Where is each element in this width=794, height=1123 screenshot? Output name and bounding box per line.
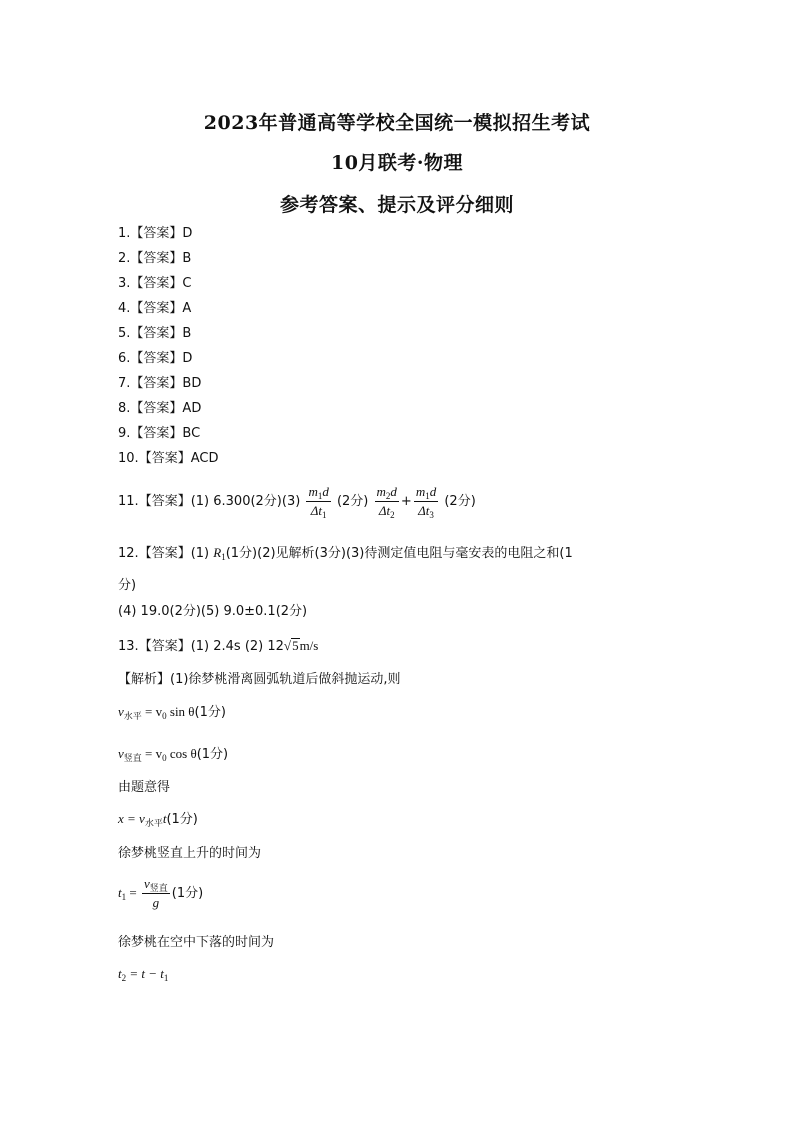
question-number: 13. (118, 639, 139, 654)
answer-10 (118, 451, 218, 467)
resistor-symbol: R (213, 545, 222, 560)
question-number: 1. (118, 226, 131, 241)
answer-value: ACD (190, 451, 219, 466)
answer-tag: 【答案】 (130, 226, 183, 241)
answer-2 (118, 251, 191, 267)
answer-tag: 【答案】 (130, 251, 183, 266)
fraction-2: $\frac{m_2d}{\Delta t_2}$ (376, 484, 397, 520)
answer-value: A (182, 301, 192, 316)
answer-tag: 【答案】 (138, 639, 191, 654)
answer-12-line-3: (4) 19.0(2分)(5) 9.0±0.1(2分) (118, 604, 308, 619)
answer-4 (118, 301, 191, 317)
answer-tag: 【答案】 (138, 494, 191, 509)
answer-value: B (182, 251, 192, 266)
answer-8 (118, 401, 201, 417)
answer-9 (118, 426, 200, 442)
answer-tag: 【答案】 (130, 401, 183, 416)
answer-11 (118, 484, 476, 519)
equation-2: $v_{竖直} = v_0$ cos θ(1分) (118, 746, 229, 764)
main-title: 2023年普通高等学校全国统一模拟招生考试 (203, 112, 591, 134)
answer-12-line-2: 分) (118, 578, 137, 593)
question-number: 8. (118, 401, 131, 416)
plus-sign: + (400, 494, 412, 509)
answer-value: BC (182, 426, 201, 441)
answer-5 (118, 326, 191, 342)
text-line: 徐梦桃竖直上升的时间为 (118, 846, 262, 861)
equation-5: $t_2 = t - t_1$ (118, 966, 169, 983)
answer-tag: 【答案】 (130, 276, 183, 291)
answer-value: AD (182, 401, 202, 416)
answer-13: 13.【答案】(1) 2.4s (2) 12√5m/s (118, 638, 319, 654)
answer-value: C (182, 276, 192, 291)
answer-text: (1) 6.300(2分)(3) (190, 494, 301, 509)
answer-tag: 【答案】 (138, 451, 191, 466)
answer-tag: 【答案】 (130, 326, 183, 341)
score: (2分) (444, 494, 476, 509)
question-number: 9. (118, 426, 131, 441)
answer-tag: 【答案】 (130, 426, 183, 441)
equation-4: $t_1$ = $\frac{v_{竖直}}{g}$ (1分) (118, 876, 204, 910)
answer-12-line-1: 12.【答案】(1) $R_1(1$分)(2)见解析(3分)(3)待测定值电阻与毫安表的电阻之和(1 (118, 545, 573, 562)
question-number: 5. (118, 326, 131, 341)
question-number: 4. (118, 301, 131, 316)
question-number: 12. (118, 546, 139, 561)
answer-value: D (182, 226, 193, 241)
answer-7 (118, 376, 201, 392)
question-number: 3. (118, 276, 131, 291)
answer-value: B (182, 326, 192, 341)
question-number: 11. (118, 494, 139, 509)
question-number: 7. (118, 376, 131, 391)
answer-tag: 【答案】 (130, 301, 183, 316)
answer-3 (118, 276, 192, 292)
equation-1: $v_{水平} = v_0$ sin θ(1分) (118, 704, 226, 722)
score: (2分) (336, 494, 369, 509)
equation-3: $x = v_{水平}t(1$分) (118, 811, 198, 829)
answer-value: D (182, 351, 193, 366)
text-line: 由题意得 (118, 780, 171, 795)
answer-value: BD (182, 376, 202, 391)
sqrt-symbol: √ (283, 638, 292, 653)
text-line: 徐梦桃在空中下落的时间为 (118, 935, 275, 950)
answer-tag: 【答案】 (130, 376, 183, 391)
question-number: 2. (118, 251, 131, 266)
question-number: 10. (118, 451, 139, 466)
question-number: 6. (118, 351, 131, 366)
fraction-1: $\frac{m_1d}{\Delta t_1}$ (308, 484, 329, 520)
analysis-intro: 【解析】(1)徐梦桃滑离圆弧轨道后做斜抛运动,则 (118, 672, 401, 687)
answers-title: 参考答案、提示及评分细则 (279, 194, 514, 216)
answer-tag: 【答案】 (138, 546, 191, 561)
fraction-3: $\frac{m_1d}{\Delta t_3}$ (415, 484, 437, 520)
subject-title: 10月联考·物理 (330, 152, 464, 174)
answer-1 (118, 226, 192, 242)
answer-6 (118, 351, 192, 367)
answer-tag: 【答案】 (130, 351, 183, 366)
